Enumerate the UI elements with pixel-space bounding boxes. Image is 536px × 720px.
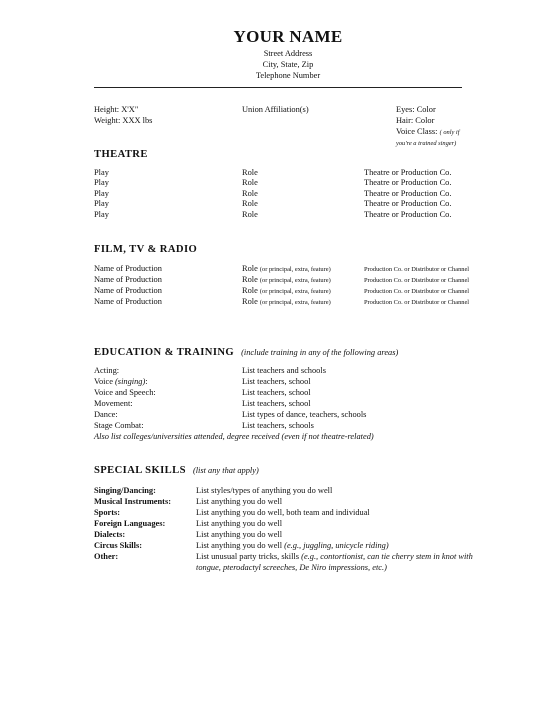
training-label-text: Voice <box>94 377 116 386</box>
education-footer: Also list colleges/universities attended, degree received (even if not theatre-related) <box>94 432 374 441</box>
hair-field: Hair: Color <box>396 116 435 125</box>
film-role-note: (or principal, extra, feature) <box>259 277 331 284</box>
skill-label: Sports: <box>94 508 121 517</box>
theatre-play: Play <box>94 178 109 188</box>
training-label <box>94 421 144 431</box>
resume-name: YOUR NAME <box>233 27 343 46</box>
training-label-text: Movement: <box>94 399 133 408</box>
skill-value <box>196 486 332 496</box>
skill-value-text: List styles/types of anything you do well <box>196 486 333 495</box>
film-role <box>242 275 331 286</box>
theatre-company: Theatre or Production Co. <box>364 209 452 219</box>
skills-heading <box>94 465 259 476</box>
training-value: List teachers and schools <box>242 366 326 375</box>
training-label-italic: (singing) <box>115 377 146 386</box>
training-label <box>94 410 118 420</box>
skills-note: (list any that apply) <box>192 466 259 475</box>
skill-value-text: List unusual party tricks, skills <box>196 552 302 561</box>
film-heading: FILM, TV & RADIO <box>94 244 198 255</box>
education-heading <box>94 347 398 358</box>
skills-heading-text: SPECIAL SKILLS <box>94 465 186 476</box>
voice-class-note-2: you're a trained singer) <box>396 140 457 147</box>
skill-label: Musical Instruments: <box>94 497 172 506</box>
weight-field: Weight: XXX lbs <box>94 116 153 125</box>
training-label-text: Acting: <box>94 366 120 375</box>
theatre-role: Role <box>242 199 258 209</box>
training-value: List types of dance, teachers, schools <box>242 410 367 419</box>
training-value: List teachers, schools <box>242 421 314 430</box>
training-label <box>94 399 133 409</box>
union-affiliation: Union Affiliation(s) <box>242 105 309 114</box>
skill-label: Other: <box>94 552 119 561</box>
film-role-label: Role <box>242 297 258 306</box>
skill-value-italic: (e.g., contortionist, can tie cherry stem in knot with <box>301 552 473 561</box>
training-label-text: Stage Combat: <box>94 421 144 430</box>
theatre-play: Play <box>94 188 109 198</box>
skill-value <box>196 530 282 540</box>
film-production: Name of Production <box>94 264 162 273</box>
training-label <box>94 388 156 398</box>
skill-value-text: List anything you do well <box>196 497 283 506</box>
theatre-company: Theatre or Production Co. <box>364 188 452 198</box>
training-label-text: Dance: <box>94 410 118 419</box>
film-role-label: Role <box>242 275 258 284</box>
skill-value-text: List anything you do well, both team and individual <box>196 508 370 517</box>
theatre-company: Theatre or Production Co. <box>364 199 452 209</box>
training-label <box>94 366 119 376</box>
film-role-label: Role <box>242 264 258 273</box>
film-company: Production Co. or Distributor or Channel <box>364 287 470 295</box>
skill-label: Circus Skills: <box>94 541 143 550</box>
theatre-play: Play <box>94 168 109 177</box>
film-role <box>242 297 331 308</box>
theatre-role: Role <box>242 168 258 177</box>
film-role <box>242 264 331 275</box>
height-field: Height: X'X" <box>94 105 139 114</box>
skill-label: Singing/Dancing: <box>94 486 156 495</box>
education-heading-text: EDUCATION & TRAINING <box>94 347 235 358</box>
film-company: Production Co. or Distributor or Channel <box>364 298 470 306</box>
theatre-role: Role <box>242 178 258 188</box>
skills-other-line2: tongue, pterodactyl screeches, De Niro impressions, etc.) <box>196 563 387 572</box>
film-role-note: (or principal, extra, feature) <box>259 266 331 273</box>
street-address: Street Address <box>263 49 313 58</box>
film-production: Name of Production <box>94 286 162 295</box>
film-company: Production Co. or Distributor or Channel <box>364 265 470 273</box>
telephone-number: Telephone Number <box>255 71 321 80</box>
theatre-company: Theatre or Production Co. <box>364 168 452 177</box>
skill-value <box>196 497 282 507</box>
skill-value-text: List anything you do well <box>196 541 285 550</box>
skill-value-italic: (e.g., juggling, unicycle riding) <box>284 541 389 550</box>
film-role <box>242 286 331 297</box>
skill-value <box>196 552 473 562</box>
skill-value <box>196 541 389 551</box>
film-production: Name of Production <box>94 297 162 306</box>
voice-class-label: Voice Class: <box>396 127 438 136</box>
header-divider <box>94 87 462 88</box>
training-value: List teachers, school <box>242 388 311 397</box>
skill-label: Dialects: <box>94 530 126 539</box>
theatre-role: Role <box>242 188 258 198</box>
theatre-heading: THEATRE <box>94 149 148 160</box>
skill-label: Foreign Languages: <box>94 519 166 528</box>
film-role-label: Role <box>242 286 258 295</box>
theatre-play: Play <box>94 209 109 219</box>
film-production: Name of Production <box>94 275 162 284</box>
training-label <box>94 377 148 387</box>
theatre-role: Role <box>242 209 258 219</box>
city-state-zip: City, State, Zip <box>262 60 314 69</box>
film-role-note: (or principal, extra, feature) <box>259 299 331 306</box>
theatre-company: Theatre or Production Co. <box>364 178 452 188</box>
education-note: (include training in any of the following areas) <box>241 348 399 357</box>
skill-value <box>196 519 282 529</box>
skill-value-text: List anything you do well <box>196 530 283 539</box>
skill-value <box>196 508 370 518</box>
film-role-note: (or principal, extra, feature) <box>259 288 331 295</box>
eyes-field: Eyes: Color <box>396 105 436 114</box>
theatre-play: Play <box>94 199 109 209</box>
voice-class-note: ( only if <box>439 129 460 136</box>
training-label-end: : <box>145 377 148 386</box>
training-value: List teachers, school <box>242 377 311 386</box>
film-company: Production Co. or Distributor or Channel <box>364 276 470 284</box>
skill-value-text: List anything you do well <box>196 519 283 528</box>
training-value: List teachers, school <box>242 399 311 408</box>
voice-class-field <box>396 127 459 138</box>
training-label-text: Voice and Speech: <box>94 388 156 397</box>
